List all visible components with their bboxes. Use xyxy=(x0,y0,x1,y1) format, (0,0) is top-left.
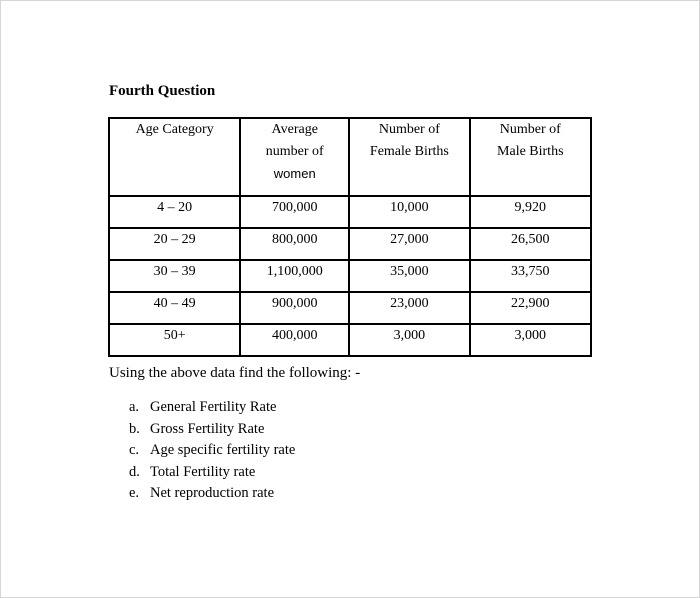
table-row xyxy=(109,260,591,292)
header-text: Average xyxy=(271,122,318,137)
list-item xyxy=(129,397,295,419)
header-text: Age Category xyxy=(135,122,214,137)
cell-male-births: 3,000 xyxy=(470,324,591,356)
cell-female-births: 3,000 xyxy=(349,324,469,356)
list-item-text: Net reproduction rate xyxy=(150,485,275,501)
header-average-women xyxy=(240,118,349,196)
cell-average-women: 400,000 xyxy=(240,324,349,356)
table-row xyxy=(109,292,591,324)
cell-female-births: 27,000 xyxy=(349,228,469,260)
header-text: Male Births xyxy=(497,144,564,159)
list-item xyxy=(129,440,295,462)
header-text: Number of xyxy=(499,122,561,137)
cell-average-women: 900,000 xyxy=(240,292,349,324)
cell-male-births: 22,900 xyxy=(470,292,591,324)
cell-female-births: 10,000 xyxy=(349,196,469,228)
cell-male-births: 33,750 xyxy=(470,260,591,292)
header-text: Number of xyxy=(378,122,440,137)
table-header-row xyxy=(109,118,591,196)
cell-age-category: 30 – 39 xyxy=(109,260,240,292)
header-age-category xyxy=(109,118,240,196)
list-item-text: General Fertility Rate xyxy=(150,399,277,415)
cell-female-births: 35,000 xyxy=(349,260,469,292)
header-female-births xyxy=(349,118,469,196)
table-row xyxy=(109,324,591,356)
list-item-text: Gross Fertility Rate xyxy=(150,420,265,437)
list-marker: d. xyxy=(129,463,140,480)
cell-age-category: 4 – 20 xyxy=(109,196,240,228)
list-marker: c. xyxy=(129,442,140,458)
table-row xyxy=(109,228,591,260)
list-marker: b. xyxy=(129,420,140,437)
list-item xyxy=(129,483,295,505)
list-item-text: Total Fertility rate xyxy=(150,463,256,480)
list-item xyxy=(129,419,295,441)
cell-female-births: 23,000 xyxy=(349,292,469,324)
header-text: Female Births xyxy=(369,144,449,159)
table-row xyxy=(109,196,591,228)
fertility-data-table xyxy=(108,117,592,357)
list-item-text: Age specific fertility rate xyxy=(150,442,296,458)
list-item xyxy=(129,462,295,484)
task-list xyxy=(129,397,295,505)
header-text: women xyxy=(273,166,316,181)
cell-average-women: 1,100,000 xyxy=(240,260,349,292)
cell-average-women: 800,000 xyxy=(240,228,349,260)
cell-age-category: 40 – 49 xyxy=(109,292,240,324)
cell-male-births: 26,500 xyxy=(470,228,591,260)
cell-male-births: 9,920 xyxy=(470,196,591,228)
header-text: number of xyxy=(265,144,324,159)
header-male-births xyxy=(470,118,591,196)
cell-age-category: 50+ xyxy=(109,324,240,356)
cell-average-women: 700,000 xyxy=(240,196,349,228)
list-marker: e. xyxy=(129,485,140,501)
cell-age-category: 20 – 29 xyxy=(109,228,240,260)
instruction-text: Using the above data find the following: - xyxy=(109,365,361,381)
list-marker: a. xyxy=(129,399,140,415)
question-title: Fourth Question xyxy=(109,83,216,99)
